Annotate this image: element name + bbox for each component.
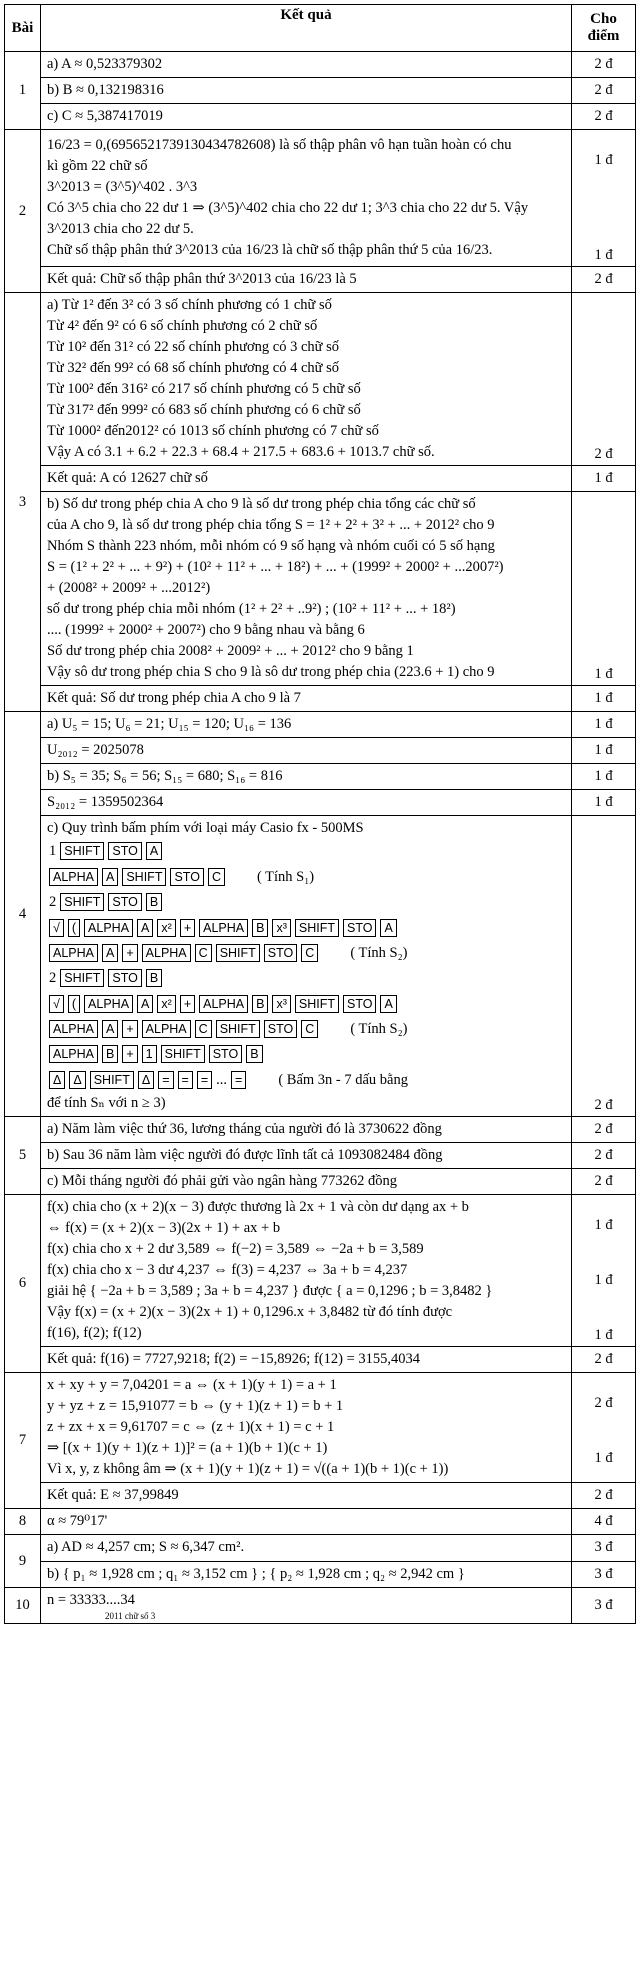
col-header-cho-diem: Cho điểm xyxy=(572,5,636,52)
points-cell xyxy=(572,1195,636,1347)
result-line: giải hệ { −2a + b = 3,589 ; 3a + b = 4,237 } được { a = 0,1296 ; b = 3,8482 } xyxy=(47,1283,493,1300)
result-line: 16/23 = 0,(6956521739130434782608) là số thập phân vô hạn tuần hoàn có chu xyxy=(47,137,512,153)
points-cell xyxy=(572,267,636,293)
table-row xyxy=(5,267,636,293)
keystroke-line xyxy=(47,1068,565,1093)
points-cell xyxy=(572,130,636,267)
result-line: f(x) chia cho x + 2 dư 3,589 ⇔ f(−2) = 3,589 ⇔ −2a + b = 3,589 xyxy=(47,1241,424,1258)
table-row xyxy=(5,1117,636,1143)
points-value: 2 đ xyxy=(594,1487,613,1504)
calculator-key: A xyxy=(102,1020,118,1038)
result-line: để tính Sₙ với n ≥ 3) xyxy=(47,1095,166,1112)
result-line: số dư trong phép chia mỗi nhóm (1² + 2² + ..9²) ; (10² + 11² + ... + 18²) xyxy=(47,601,456,618)
table-row xyxy=(5,1195,636,1347)
points-value: 2 đ xyxy=(594,1147,613,1164)
calculator-key: + xyxy=(122,1045,137,1063)
table-row xyxy=(5,1587,636,1623)
result-line: kì gồm 22 chữ số xyxy=(47,158,148,175)
result-line: Có 3^5 chia cho 22 dư 1 ⇒ (3^5)^402 chia cho 22 dư 1; 3^3 chia cho 22 dư 5. Vậy xyxy=(47,200,529,217)
table-row xyxy=(5,1483,636,1509)
points-value: 2 đ xyxy=(594,56,613,72)
result-line: x + xy + y = 7,04201 = a ⇔ (x + 1)(y + 1) = a + 1 xyxy=(47,1377,337,1394)
result-line: c) Mỗi tháng người đó phải gửi vào ngân hàng 773262 đồng xyxy=(47,1173,397,1190)
table-row xyxy=(5,712,636,738)
calculator-key: ALPHA xyxy=(199,995,248,1013)
keystroke-note: ( Tính S₂) xyxy=(350,944,408,961)
table-body xyxy=(5,52,636,1624)
table-row xyxy=(5,1143,636,1169)
result-cell xyxy=(41,1169,572,1195)
keystroke-line xyxy=(47,865,565,890)
keystroke-line xyxy=(47,941,565,966)
result-line: Kết quả: Số dư trong phép chia A cho 9 là 7 xyxy=(47,690,301,707)
calculator-key: + xyxy=(122,1020,137,1038)
points-value: 1 đ xyxy=(594,690,613,707)
calculator-key: A xyxy=(137,995,153,1013)
keystroke-note: ( Tính S₁) xyxy=(256,868,315,885)
result-line: Từ 10² đến 31² có 22 số chính phương có 3 chữ số xyxy=(47,339,340,356)
calculator-key: + xyxy=(122,944,137,962)
result-line: b) B ≈ 0,132198316 xyxy=(47,82,164,99)
table-row xyxy=(5,1535,636,1561)
calculator-key: ALPHA xyxy=(49,1045,98,1063)
table-row xyxy=(5,764,636,790)
calculator-key: ALPHA xyxy=(84,995,133,1013)
points-value: 1 đ xyxy=(594,768,613,785)
result-line: n = 33333....34 xyxy=(47,1591,135,1608)
result-line: Vì x, y, z không âm ⇒ (x + 1)(y + 1)(z + 1) = √((a + 1)(b + 1)(c + 1)) xyxy=(47,1461,449,1478)
calculator-key: B xyxy=(102,1045,118,1063)
calculator-key: = xyxy=(178,1071,193,1089)
bai-number-cell: 5 xyxy=(5,1117,41,1195)
result-cell xyxy=(41,816,572,1117)
calculator-key: B xyxy=(146,893,162,911)
result-line: Nhóm S thành 223 nhóm, mỗi nhóm có 9 số hạng và nhóm cuối có 5 số hạng xyxy=(47,538,495,555)
points-cell xyxy=(572,466,636,492)
points-cell xyxy=(572,1509,636,1535)
result-line: f(x) chia cho (x + 2)(x − 3) được thương là 2x + 1 và còn dư dạng ax + b xyxy=(47,1199,469,1216)
points-cell xyxy=(572,1117,636,1143)
col-header-bai: Bài xyxy=(5,5,41,52)
calculator-key: = xyxy=(158,1071,173,1089)
calculator-key: x³ xyxy=(272,995,290,1013)
calculator-key: = xyxy=(231,1071,246,1089)
calculator-key: + xyxy=(180,919,195,937)
calculator-key: √ xyxy=(49,919,64,937)
result-line: U₂₀₁₂ = 2025078 xyxy=(47,742,144,759)
table-row xyxy=(5,1373,636,1483)
calculator-key: x³ xyxy=(272,919,290,937)
calculator-key: ( xyxy=(68,995,80,1013)
table-row xyxy=(5,790,636,816)
calculator-key: A xyxy=(146,842,162,860)
calculator-key: SHIFT xyxy=(60,893,104,911)
result-line: S₂₀₁₂ = 1359502364 xyxy=(47,794,164,811)
result-line: z + zx + x = 9,61707 = c ⇔ (z + 1)(x + 1) = c + 1 xyxy=(47,1419,335,1436)
calculator-key: A xyxy=(102,868,118,886)
result-line: S = (1² + 2² + ... + 9²) + (10² + 11² + ... + 18²) + ... + (1999² + 2000² + ...2007²) xyxy=(47,559,504,576)
calculator-key: STO xyxy=(343,995,376,1013)
points-value: 2 đ xyxy=(594,446,613,463)
result-cell xyxy=(41,130,572,267)
calculator-key: Δ xyxy=(49,1071,65,1089)
calculator-key: Δ xyxy=(138,1071,154,1089)
bai-number-cell: 2 xyxy=(5,130,41,293)
answer-key-table xyxy=(4,4,636,1624)
calculator-key: ALPHA xyxy=(49,944,98,962)
calculator-key: STO xyxy=(170,868,203,886)
calculator-key: ALPHA xyxy=(49,1020,98,1038)
table-row xyxy=(5,104,636,130)
points-value: 1 đ xyxy=(594,666,613,683)
result-line: c) C ≈ 5,387417019 xyxy=(47,108,163,125)
keystroke-line xyxy=(47,890,565,915)
table-row xyxy=(5,492,636,686)
bai-number-cell: 7 xyxy=(5,1373,41,1509)
result-cell xyxy=(41,712,572,738)
calculator-key: x² xyxy=(157,919,175,937)
result-line: + (2008² + 2009² + ...2012²) xyxy=(47,580,211,597)
result-line: Vậy f(x) = (x + 2)(x − 3)(2x + 1) + 0,1296.x + 3,8482 từ đó tính được xyxy=(47,1304,453,1321)
points-value: 3 đ xyxy=(594,1539,613,1556)
result-cell xyxy=(41,1117,572,1143)
calculator-key: SHIFT xyxy=(90,1071,134,1089)
result-line: Kết quả: E ≈ 37,99849 xyxy=(47,1487,179,1504)
result-line: a) Năm làm việc thứ 36, lương tháng của người đó là 3730622 đồng xyxy=(47,1121,442,1138)
keystroke-line xyxy=(47,1042,565,1067)
calculator-key: STO xyxy=(343,919,376,937)
result-line: c) Quy trình bấm phím với loại máy Casio fx - 500MS xyxy=(47,820,364,837)
result-line: y + yz + z = 15,91077 = b ⇔ (y + 1)(z + 1) = b + 1 xyxy=(47,1398,344,1415)
result-cell xyxy=(41,738,572,764)
keystroke-line xyxy=(47,1017,565,1042)
calculator-key: SHIFT xyxy=(295,995,339,1013)
result-cell xyxy=(41,686,572,712)
result-line: b) { p₁ ≈ 1,928 cm ; q₁ ≈ 3,152 cm } ; { p₂ ≈ 1,928 cm ; q₂ ≈ 2,942 cm } xyxy=(47,1565,465,1582)
points-value: 1 đ xyxy=(594,1217,613,1234)
table-row xyxy=(5,816,636,1117)
points-value: 2 đ xyxy=(594,82,613,99)
result-cell xyxy=(41,52,572,78)
result-line: a) U₅ = 15; U₆ = 21; U₁₅ = 120; U₁₆ = 136 xyxy=(47,716,292,733)
table-row xyxy=(5,130,636,267)
points-value: 2 đ xyxy=(594,1097,613,1114)
result-line: Từ 1000² đến2012² có 1013 số chính phương có 7 chữ số xyxy=(47,423,379,440)
points-value: 2 đ xyxy=(594,108,613,125)
table-row xyxy=(5,78,636,104)
calculator-key: = xyxy=(197,1071,212,1089)
table-header-row xyxy=(5,5,636,52)
result-cell xyxy=(41,1143,572,1169)
calculator-key: ALPHA xyxy=(84,919,133,937)
result-cell xyxy=(41,1373,572,1483)
points-value: 1 đ xyxy=(594,716,613,733)
points-cell xyxy=(572,1483,636,1509)
result-line: Kết quả: f(16) = 7727,9218; f(2) = −15,8926; f(12) = 3155,4034 xyxy=(47,1351,420,1368)
calculator-key: A xyxy=(102,944,118,962)
calculator-key: C xyxy=(195,1020,212,1038)
points-cell xyxy=(572,1347,636,1373)
calculator-key: STO xyxy=(264,944,297,962)
calculator-key: Δ xyxy=(69,1071,85,1089)
keystroke-text: 2 xyxy=(49,894,57,911)
result-subscript: 2011 chữ số 3 xyxy=(105,1610,156,1621)
points-value: 1 đ xyxy=(594,742,613,759)
calculator-key: C xyxy=(208,868,225,886)
calculator-key: SHIFT xyxy=(216,944,260,962)
result-line: Từ 100² đến 316² có 217 số chính phương có 5 chữ số xyxy=(47,381,361,398)
bai-number-cell: 4 xyxy=(5,712,41,1117)
points-value: 2 đ xyxy=(594,1173,613,1190)
result-cell xyxy=(41,78,572,104)
points-cell xyxy=(572,686,636,712)
points-value: 1 đ xyxy=(594,1450,613,1467)
calculator-key: B xyxy=(146,969,162,987)
points-cell xyxy=(572,1373,636,1483)
calculator-key: A xyxy=(380,995,396,1013)
result-cell xyxy=(41,293,572,466)
result-line: f(x) chia cho x − 3 dư 4,237 ⇔ f(3) = 4,237 ⇔ 3a + b = 4,237 xyxy=(47,1262,408,1279)
result-cell xyxy=(41,1587,572,1623)
result-cell xyxy=(41,1535,572,1561)
table-row xyxy=(5,1347,636,1373)
bai-number-cell: 6 xyxy=(5,1195,41,1373)
keystroke-line xyxy=(47,916,565,941)
points-cell xyxy=(572,293,636,466)
points-cell xyxy=(572,1587,636,1623)
table-row xyxy=(5,686,636,712)
result-cell xyxy=(41,1195,572,1347)
points-value: 2 đ xyxy=(594,271,613,288)
points-cell xyxy=(572,1561,636,1587)
result-line: ⇒ [(x + 1)(y + 1)(z + 1)]² = (a + 1)(b + 1)(c + 1) xyxy=(47,1440,328,1457)
result-cell xyxy=(41,267,572,293)
result-cell xyxy=(41,1561,572,1587)
calculator-key: B xyxy=(252,995,268,1013)
result-line: f(16), f(2); f(12) xyxy=(47,1325,142,1342)
bai-number-cell: 8 xyxy=(5,1509,41,1535)
keystroke-line xyxy=(47,966,565,991)
table-row xyxy=(5,52,636,78)
result-line: b) Số dư trong phép chia A cho 9 là số dư trong phép chia tổng các chữ số xyxy=(47,496,476,513)
keystroke-line xyxy=(47,839,565,864)
calculator-key: STO xyxy=(108,969,141,987)
points-value: 3 đ xyxy=(594,1596,613,1613)
calculator-key: ALPHA xyxy=(199,919,248,937)
points-cell xyxy=(572,764,636,790)
points-value: 1 đ xyxy=(594,470,613,487)
calculator-key: A xyxy=(380,919,396,937)
calculator-key: √ xyxy=(49,995,64,1013)
result-line: của A cho 9, là số dư trong phép chia tổng S = 1² + 2² + 3² + ... + 2012² cho 9 xyxy=(47,517,495,534)
result-line: b) Sau 36 năm làm việc người đó được lĩnh tất cả 1093082484 đồng xyxy=(47,1147,443,1164)
result-line: Vậy A có 3.1 + 6.2 + 22.3 + 68.4 + 217.5 + 683.6 + 1013.7 chữ số. xyxy=(47,444,435,461)
result-cell xyxy=(41,764,572,790)
result-cell xyxy=(41,104,572,130)
keystroke-note: ( Bấm 3n - 7 dấu bằng xyxy=(278,1071,408,1088)
result-line: Vậy sô dư trong phép chia S cho 9 là sô dư trong phép chia (223.6 + 1) cho 9 xyxy=(47,664,495,681)
calculator-key: x² xyxy=(157,995,175,1013)
result-line: Từ 32² đến 99² có 68 số chính phương có 4 chữ số xyxy=(47,360,340,377)
keystroke-text: ... xyxy=(216,1071,227,1088)
points-value: 2 đ xyxy=(594,1395,613,1412)
result-line: Kết quả: A có 12627 chữ số xyxy=(47,470,208,487)
result-line: a) Từ 1² đến 3² có 3 số chính phương có 1 chữ số xyxy=(47,297,332,314)
result-line: b) S₅ = 35; S₆ = 56; S₁₅ = 680; S₁₆ = 816 xyxy=(47,768,283,785)
result-cell xyxy=(41,1347,572,1373)
calculator-key: STO xyxy=(108,893,141,911)
keystroke-note: ( Tính S₂) xyxy=(350,1021,408,1038)
calculator-key: C xyxy=(301,1020,318,1038)
result-line: Từ 4² đến 9² có 6 số chính phương có 2 chữ số xyxy=(47,318,318,335)
points-value: 1 đ xyxy=(594,1327,613,1344)
points-value: 1 đ xyxy=(594,152,613,169)
bai-number-cell: 1 xyxy=(5,52,41,130)
result-line: .... (1999² + 2000² + 2007²) cho 9 bằng nhau và bằng 6 xyxy=(47,622,365,639)
calculator-key: B xyxy=(252,919,268,937)
result-line: α ≈ 79⁰17' xyxy=(47,1513,108,1530)
result-line: Từ 317² đến 999² có 683 số chính phương có 6 chữ số xyxy=(47,402,361,419)
calculator-key: ALPHA xyxy=(49,868,98,886)
result-line: Kết quả: Chữ số thập phân thứ 3^2013 của 16/23 là 5 xyxy=(47,271,357,288)
calculator-key: ALPHA xyxy=(142,1020,191,1038)
result-cell xyxy=(41,1509,572,1535)
table-row xyxy=(5,1561,636,1587)
points-value: 1 đ xyxy=(594,247,613,264)
keystroke-line xyxy=(47,992,565,1017)
calculator-key: STO xyxy=(209,1045,242,1063)
result-cell xyxy=(41,1483,572,1509)
table-row xyxy=(5,293,636,466)
calculator-key: A xyxy=(137,919,153,937)
result-line: a) AD ≈ 4,257 cm; S ≈ 6,347 cm². xyxy=(47,1539,245,1556)
table-row xyxy=(5,466,636,492)
points-value: 2 đ xyxy=(594,1351,613,1368)
points-cell xyxy=(572,492,636,686)
table-row xyxy=(5,1509,636,1535)
bai-number-cell: 3 xyxy=(5,293,41,712)
result-line: a) A ≈ 0,523379302 xyxy=(47,56,163,72)
keystroke-text: 1 xyxy=(49,843,57,860)
calculator-key: C xyxy=(301,944,318,962)
bai-number-cell: 10 xyxy=(5,1587,41,1623)
points-cell xyxy=(572,1169,636,1195)
calculator-key: 1 xyxy=(142,1045,157,1063)
table-row xyxy=(5,738,636,764)
calculator-key: SHIFT xyxy=(60,969,104,987)
calculator-key: + xyxy=(180,995,195,1013)
points-value: 1 đ xyxy=(594,1272,613,1289)
points-value: 4 đ xyxy=(594,1513,613,1530)
calculator-key: STO xyxy=(264,1020,297,1038)
points-cell xyxy=(572,712,636,738)
result-line: ⇔ f(x) = (x + 2)(x − 3)(2x + 1) + ax + b xyxy=(47,1220,281,1237)
calculator-key: SHIFT xyxy=(295,919,339,937)
result-cell xyxy=(41,492,572,686)
points-cell xyxy=(572,738,636,764)
calculator-key: C xyxy=(195,944,212,962)
result-cell xyxy=(41,790,572,816)
calculator-key: ( xyxy=(68,919,80,937)
calculator-key: SHIFT xyxy=(122,868,166,886)
points-cell xyxy=(572,1143,636,1169)
points-cell xyxy=(572,790,636,816)
calculator-key: ALPHA xyxy=(142,944,191,962)
calculator-key: SHIFT xyxy=(60,842,104,860)
points-cell xyxy=(572,52,636,78)
calculator-key: SHIFT xyxy=(161,1045,205,1063)
result-line: Chữ số thập phân thứ 3^2013 của 16/23 là chữ số thập phân thứ 5 của 16/23. xyxy=(47,242,493,259)
calculator-key: SHIFT xyxy=(216,1020,260,1038)
result-line: 3^2013 = (3^5)^402 . 3^3 xyxy=(47,179,198,196)
points-value: 2 đ xyxy=(594,1121,613,1138)
points-cell xyxy=(572,78,636,104)
points-value: 1 đ xyxy=(594,794,613,811)
result-line: Số dư trong phép chia 2008² + 2009² + ... + 2012² cho 9 bằng 1 xyxy=(47,643,414,660)
points-cell xyxy=(572,104,636,130)
calculator-key: B xyxy=(246,1045,262,1063)
bai-number-cell: 9 xyxy=(5,1535,41,1587)
table-row xyxy=(5,1169,636,1195)
points-cell xyxy=(572,1535,636,1561)
keystroke-text: 2 xyxy=(49,970,57,987)
result-cell xyxy=(41,466,572,492)
points-cell xyxy=(572,816,636,1117)
points-value: 3 đ xyxy=(594,1565,613,1582)
calculator-key: STO xyxy=(108,842,141,860)
result-line: 3^2013 chia cho 22 dư 5. xyxy=(47,221,194,238)
col-header-ket-qua: Kết quả xyxy=(41,5,572,52)
